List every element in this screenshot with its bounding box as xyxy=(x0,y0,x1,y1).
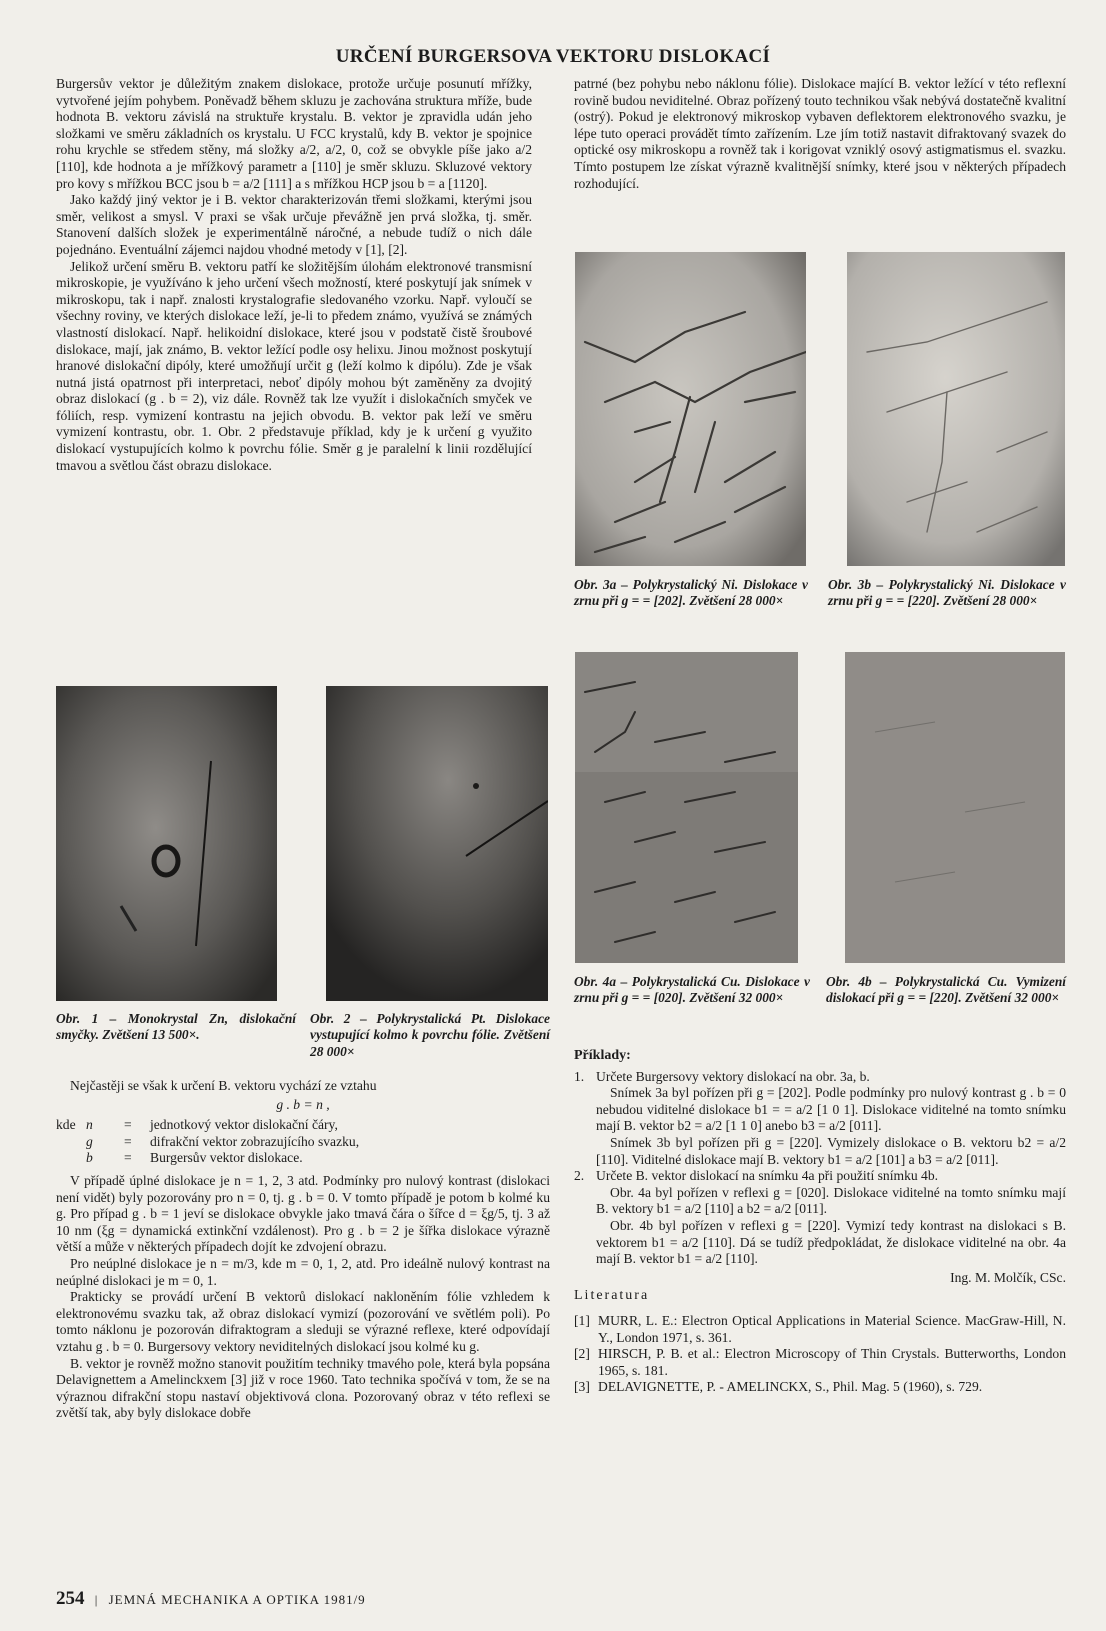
example-text: Určete B. vektor dislokací na snímku 4a při použití snímku 4b. xyxy=(596,1168,939,1184)
paragraph: Nejčastěji se však k určení B. vektoru vychází ze vztahu xyxy=(70,1078,377,1093)
reference xyxy=(574,1346,1066,1379)
micrograph-1 xyxy=(56,686,277,1001)
reference-text: DELAVIGNETTE, P. - AMELINCKX, S., Phil. Mag. 5 (1960), s. 729. xyxy=(598,1379,983,1395)
example-text: Určete Burgersovy vektory dislokací na obr. 3a, b. xyxy=(596,1068,870,1084)
definition-row: kde n = jednotkový vektor dislokační čáry, xyxy=(56,1117,338,1133)
page-footer xyxy=(56,1588,366,1610)
example-item xyxy=(574,1069,1066,1086)
lower-left-text xyxy=(56,1078,550,1422)
micrograph-2 xyxy=(326,686,548,1001)
paragraph: patrné (bez pohybu nebo náklonu fólie). Dislokace mající B. vektor ležící v této reflexní rovině budou neviditelné. Obraz pořízený touto technikou však nebývá dostatečně kvalitní (ostrý). Pokud je elektronový mikroskop vybaven deflektorem elektronového svazku, je lépe tuto operaci provádět tímto zařízením. Lze jím totiž nastavit difraktovaný svazek do optické osy mikroskopu a rovněž tak i korigovat vzniklý osový astigmatismus el. svazku. Tímto postupem lze získat výrazně kvalitnější snímky, které jsou v některých případech rozhodující. xyxy=(574,76,1066,191)
reference-number: [3] xyxy=(574,1379,590,1395)
micrograph-3a xyxy=(575,252,806,566)
micrograph-4a xyxy=(575,652,798,963)
examples-section xyxy=(574,1048,1066,1396)
reference-number: [1] xyxy=(574,1312,590,1328)
definition-row: b = Burgersův vektor dislokace. xyxy=(86,1150,303,1166)
example-sub: Obr. 4b byl pořízen v reflexi g = [220]. Vymizí tedy kontrast na dislokaci s B. vektorem b1 = a/2 [110]. Dá se tudíž předpokládat, že dislokace viditelné na obr. 4a mají B. vektor b1 = a/2 [110]. xyxy=(596,1217,1066,1267)
micrograph-3b xyxy=(847,252,1065,566)
definition-symbol: n xyxy=(86,1117,93,1133)
reference-text: MURR, L. E.: Electron Optical Applications in Material Science. MacGraw-Hill, N. Y., London 1971, s. 361. xyxy=(598,1312,1066,1345)
example-sub: Snímek 3b byl pořízen při g = [220]. Vymizely dislokace o B. vektoru b2 = a/2 [110]. Viditelné dislokace mají B. vektory b1 = a/2 [101] a b3 = a/2 [011]. xyxy=(596,1134,1066,1167)
literature-heading: Literatura xyxy=(574,1288,650,1304)
left-column-text xyxy=(56,76,532,474)
caption-2: Obr. 2 – Polykrystalická Pt. Dislokace vystupující kolmo k povrchu fólie. Zvětšení 28 000× xyxy=(310,1011,550,1059)
definition-text: Burgersův vektor dislokace. xyxy=(150,1150,303,1166)
definition-text: jednotkový vektor dislokační čáry, xyxy=(150,1117,338,1133)
example-item xyxy=(574,1168,1066,1185)
defs-intro: kde xyxy=(56,1117,76,1133)
paragraph: Jelikož určení směru B. vektoru patří ke složitějším úlohám elektronové transmisní mikroskopie, je využíváno k jeho určení všech možností, které poskytují jak snímek v mikroskopu, tak i např. znalosti krystalografie sledovaného vzorku. Např. vyloučí se všechny roviny, ve kterých dislokace leží, je-li to předem známo, využívá se známých vlastností dislokací. Např. helikoidní dislokace, které jsou v podstatě čistě šroubové dislokace, mají, jak známo, B. vektor ležící podle osy helixu. Jinou možnost poskytují hranové dislokační dipóly, které umožňují určit g (leží kolmo k dipólu). Zde je však nutná jistá opatrnost při interpretaci, neboť dipóly mohou být zaměněny za dvojitý obraz dislokací (g . b = 2), viz dále. Rovněž tak lze využít i dislokačních smyček ve fóliích, resp. vymizení kontrastu na jejich obvodu. B. vektor pak leží ve směru vymizení kontrastu, obr. 1. Obr. 2 představuje příklad, kdy je k určení g využito dislokací vystupujících kolmo k povrchu fólie. Směr g je paralelní k linii rozdělující tmavou a světlou část obrazu dislokace. xyxy=(56,258,532,473)
caption-1: Obr. 1 – Monokrystal Zn, dislokační smyčky. Zvětšení 13 500×. xyxy=(56,1011,296,1043)
caption-3b: Obr. 3b – Polykrystalický Ni. Dislokace v zrnu při g = = [220]. Zvětšení 28 000× xyxy=(828,577,1066,609)
definitions xyxy=(56,1117,550,1167)
caption-4a: Obr. 4a – Polykrystalická Cu. Dislokace v zrnu při g = = [020]. Zvětšení 32 000× xyxy=(574,974,810,1006)
examples-heading: Příklady: xyxy=(574,1048,631,1063)
footer-divider: | xyxy=(94,1592,99,1607)
definition-symbol: g xyxy=(86,1133,93,1149)
definition-text: difrakční vektor zobrazujícího svazku, xyxy=(150,1133,360,1149)
paragraph: Pro neúplné dislokace je n = m/3, kde m = 0, 1, 2, atd. Pro ideálně nulový kontrast na neúplné dislokaci je m = 0, 1. xyxy=(56,1255,550,1288)
example-sub: Snímek 3a byl pořízen při g = [202]. Podle podmínky pro nulový kontrast g . b = 0 nebudou viditelné dislokace b1 = = a/2 [1 0 1]. Dislokace viditelné na tomto snímku mají B. vektor b2 = a/2 [1 1 0] anebo b3 = a/2 [011]. xyxy=(596,1085,1066,1134)
paragraph: Burgersův vektor je důležitým znakem dislokace, protože určuje posunutí mřížky, vytvořené jejím pohybem. Poněvadž během skluzu je zachována struktura mříže, bude hodnota B. vektoru závislá na struktuře krystalu. B. vektor je zpravidla udán jeho složkami ve směru základních os krystalu. U FCC krystalů, kdy B. vektor je spojnice rohu krychle se středem stěny, má složky a/2, a/2, 0, což se obvykle píše jako a/2 [110], kde hodnota a je mřížkový parametr a [110] je směr skluzu. Skluzové vektory pro kovy s mřížkou BCC jsou b = a/2 [111] a s mřížkou HCP jsou b = a [1120]. xyxy=(56,76,532,191)
definition-row: g = difrakční vektor zobrazujícího svazku, xyxy=(86,1133,360,1149)
article-title: URČENÍ BURGERSOVA VEKTORU DISLOKACÍ xyxy=(335,46,771,67)
reference-number: [2] xyxy=(574,1346,590,1362)
reference-text: HIRSCH, P. B. et al.: Electron Microscopy of Thin Crystals. Butterworths, London 1965, s. 181. xyxy=(598,1346,1066,1378)
paragraph: B. vektor je rovněž možno stanovit použitím techniky tmavého pole, která byla popsána Delavignettem a Amelinckxem [3] již v roce 1960. Tato technika spočívá v tom, že se na výraznou difrakční stopu nastaví objektivová clona. Pozorovaný obraz v této reflexi se zvětší tak, aby byly dislokace dobře xyxy=(56,1355,550,1421)
paragraph: V případě úplné dislokace je n = 1, 2, 3 atd. Podmínky pro nulový kontrast (dislokaci není vidět) byly pozorovány pro n = 0, tj. g . b = 0. V tomto případě je potom b kolmé ku g. Pro případ g . b = 1 jeví se dislokace obvykle jako tmavá čára o šířce d = ξg/5, tj. 3 až 10 nm (ξg = dynamická extinkční vzdálenost). Pro g . b = 2 je šířka dislokace výrazně větší a může v některých případech dojít ke zdvojení obrazu. xyxy=(56,1172,550,1255)
equation: g . b = n , xyxy=(276,1096,330,1112)
reference xyxy=(574,1313,1066,1346)
paragraph: Prakticky se provádí určení B vektorů dislokací nakloněním fólie vzhledem k elektronovému svazku tak, až obraz dislokací vymizí (pozorování ve světlém poli). Po tomto náklonu je pozorován difraktogram a sleduji se výrazné reflexe, které odpovídají vztahu g . b = 0. Burgersovy vektory neviditelných dislokací jsou kolmé ku g. xyxy=(56,1289,550,1354)
micrograph-4b xyxy=(845,652,1065,963)
right-column-text xyxy=(574,76,1066,192)
example-number: 1. xyxy=(574,1068,585,1084)
paragraph: Jako každý jiný vektor je i B. vektor charakterizován třemi složkami, kterými jsou směr, velikost a smysl. V praxi se však určuje převážně jen prvá složka, tj. směr. Stanovení dalších složek je experimentálně náročné, a nebude tudíž o nich dále pojednáno. Eventuální zájemci najdou vhodné metody v [1], [2]. xyxy=(56,192,532,257)
example-number: 2. xyxy=(574,1168,585,1184)
example-sub: Obr. 4a byl pořízen v reflexi g = [020]. Dislokace viditelné na tomto snímku mají B. vektory b1 = a/2 [110] a b2 = a/2 [011]. xyxy=(596,1184,1066,1217)
caption-4b: Obr. 4b – Polykrystalická Cu. Vymizení dislokací při g = = [220]. Zvětšení 32 000× xyxy=(826,974,1066,1006)
reference xyxy=(574,1379,1066,1396)
caption-3a: Obr. 3a – Polykrystalický Ni. Dislokace v zrnu při g = = [202]. Zvětšení 28 000× xyxy=(574,577,808,609)
page-number: 254 xyxy=(56,1588,85,1609)
journal-name: JEMNÁ MECHANIKA A OPTIKA 1981/9 xyxy=(108,1592,366,1607)
author-signature: Ing. M. Molčík, CSc. xyxy=(950,1269,1066,1285)
definition-symbol: b xyxy=(86,1150,93,1166)
